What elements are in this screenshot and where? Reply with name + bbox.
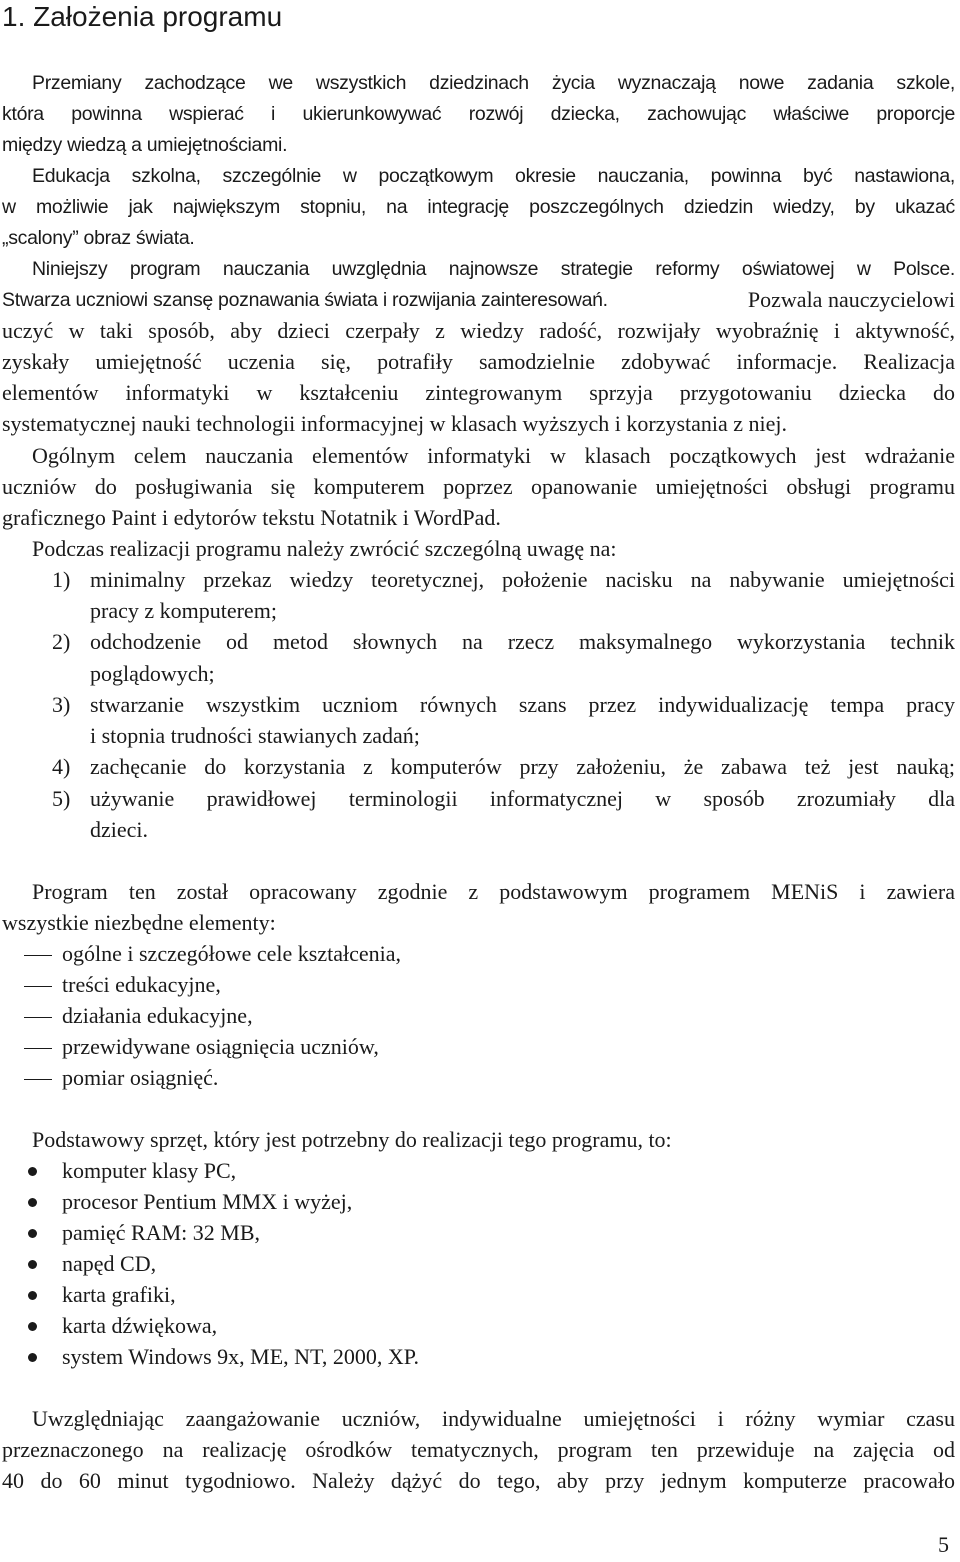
paragraph-line: Przemiany zachodzące we wszystkich dziedzinach życia wyznaczają nowe zadania szkole,: [32, 72, 955, 94]
paragraph-line: Stwarza uczniowi szansę poznawania świata i rozwijania zainteresowań.: [2, 289, 608, 311]
paragraph-line: Program ten został opracowany zgodnie z podstawowym programem MENiS i zawiera: [32, 879, 955, 904]
page-number: 5: [938, 1532, 949, 1557]
list-item: pomiar osiągnięć.: [62, 1065, 219, 1090]
paragraph-line: uczniów do posługiwania się komputerem poprzez opanowanie umiejętności obsługi programu: [2, 474, 955, 499]
bullet-marker: [28, 1353, 37, 1362]
dash-marker: [24, 986, 52, 987]
list-item: procesor Pentium MMX i wyżej,: [62, 1189, 353, 1214]
bullet-marker: [28, 1167, 37, 1176]
paragraph-line: między wiedzą a umiejętnościami.: [2, 134, 288, 156]
paragraph-line: Ogólnym celem nauczania elementów informatyki w klasach początkowych jest wdrażanie: [32, 443, 955, 468]
list-item-line: zachęcanie do korzystania z komputerów przy założeniu, że zabawa też jest nauką;: [90, 754, 955, 779]
list-item: ogólne i szczegółowe cele kształcenia,: [62, 941, 402, 966]
list-item-line: dzieci.: [90, 817, 149, 842]
paragraph-line: Edukacja szkolna, szczególnie w początkowym okresie nauczania, powinna być nastawiona,: [32, 165, 955, 187]
list-item-line: pracy z komputerem;: [90, 598, 277, 623]
list-item: karta dźwiękowa,: [62, 1313, 218, 1338]
paragraph-line: elementów informatyki w kształceniu zintegrowanym sprzyja przygotowaniu dziecka do: [2, 380, 955, 405]
paragraph-line: w możliwie jak największym stopniu, na integrację poszczególnych dziedzin wiedzy, by ukazać: [2, 196, 955, 218]
list-item-line: stwarzanie wszystkim uczniom równych szans przez indywidualizację tempa pracy: [90, 692, 955, 717]
paragraph-line: „scalony” obraz świata.: [2, 227, 195, 249]
list-number: 3): [52, 692, 71, 717]
paragraph-line: graficznego Paint i edytorów tekstu Notatnik i WordPad.: [2, 505, 501, 530]
paragraph-line: Niniejszy program nauczania uwzględnia najnowsze strategie reformy oświatowej w Polsce.: [32, 258, 955, 280]
list-number: 2): [52, 629, 71, 654]
list-item: karta grafiki,: [62, 1282, 176, 1307]
list-item-line: poglądowych;: [90, 661, 215, 686]
list-item: działania edukacyjne,: [62, 1003, 253, 1028]
paragraph-line: 40 do 60 minut tygodniowo. Należy dążyć do tego, aby przy jednym komputerze pracowało: [2, 1468, 955, 1493]
paragraph-line: przeznaczonego na realizację ośrodków tematycznych, program ten przewiduje na zajęcia od: [2, 1437, 955, 1462]
list-number: 5): [52, 786, 71, 811]
dash-marker: [24, 1048, 52, 1049]
list-item: napęd CD,: [62, 1251, 157, 1276]
paragraph-line: Podczas realizacji programu należy zwrócić szczególną uwagę na:: [32, 536, 617, 561]
dash-marker: [24, 955, 52, 956]
dash-marker: [24, 1079, 52, 1080]
bullet-marker: [28, 1291, 37, 1300]
bullet-marker: [28, 1229, 37, 1238]
paragraph-line: Podstawowy sprzęt, który jest potrzebny do realizacji tego programu, to:: [32, 1127, 672, 1152]
dash-marker: [24, 1017, 52, 1018]
list-item: treści edukacyjne,: [62, 972, 221, 997]
list-item: komputer klasy PC,: [62, 1158, 237, 1183]
paragraph-line: systematycznej nauki technologii informacyjnej w klasach wyższych i korzystania z niej.: [2, 411, 788, 436]
list-item-line: i stopnia trudności stawianych zadań;: [90, 723, 420, 748]
paragraph-line: uczyć w taki sposób, aby dzieci czerpały z wiedzy radość, rozwijały wyobraźnię i aktywność,: [2, 318, 955, 343]
list-item: pamięć RAM: 32 MB,: [62, 1220, 260, 1245]
list-number: 1): [52, 567, 71, 592]
bullet-marker: [28, 1260, 37, 1269]
paragraph-line: Uwzględniając zaangażowanie uczniów, indywidualne umiejętności i różny wymiar czasu: [32, 1406, 955, 1431]
paragraph-line: która powinna wspierać i ukierunkowywać rozwój dziecka, zachowując właściwe proporcje: [2, 103, 955, 125]
paragraph-line: wszystkie niezbędne elementy:: [2, 910, 276, 935]
list-number: 4): [52, 754, 71, 779]
list-item: system Windows 9x, ME, NT, 2000, XP.: [62, 1344, 420, 1369]
bullet-marker: [28, 1198, 37, 1207]
list-item: przewidywane osiągnięcia uczniów,: [62, 1034, 379, 1059]
list-item-line: odchodzenie od metod słownych na rzecz maksymalnego wykorzystania technik: [90, 629, 955, 654]
list-item-line: używanie prawidłowej terminologii informatycznej w sposób zrozumiały dla: [90, 786, 955, 811]
list-item-line: minimalny przekaz wiedzy teoretycznej, położenie nacisku na nabywanie umiejętności: [90, 567, 955, 592]
paragraph-line: zyskały umiejętność uczenia się, potrafiły samodzielnie zdobywać informacje. Realizacja: [2, 349, 955, 374]
section-heading: 1. Założenia programu: [2, 1, 283, 32]
paragraph-line: Pozwala nauczycielowi: [747, 287, 955, 312]
bullet-marker: [28, 1322, 37, 1331]
